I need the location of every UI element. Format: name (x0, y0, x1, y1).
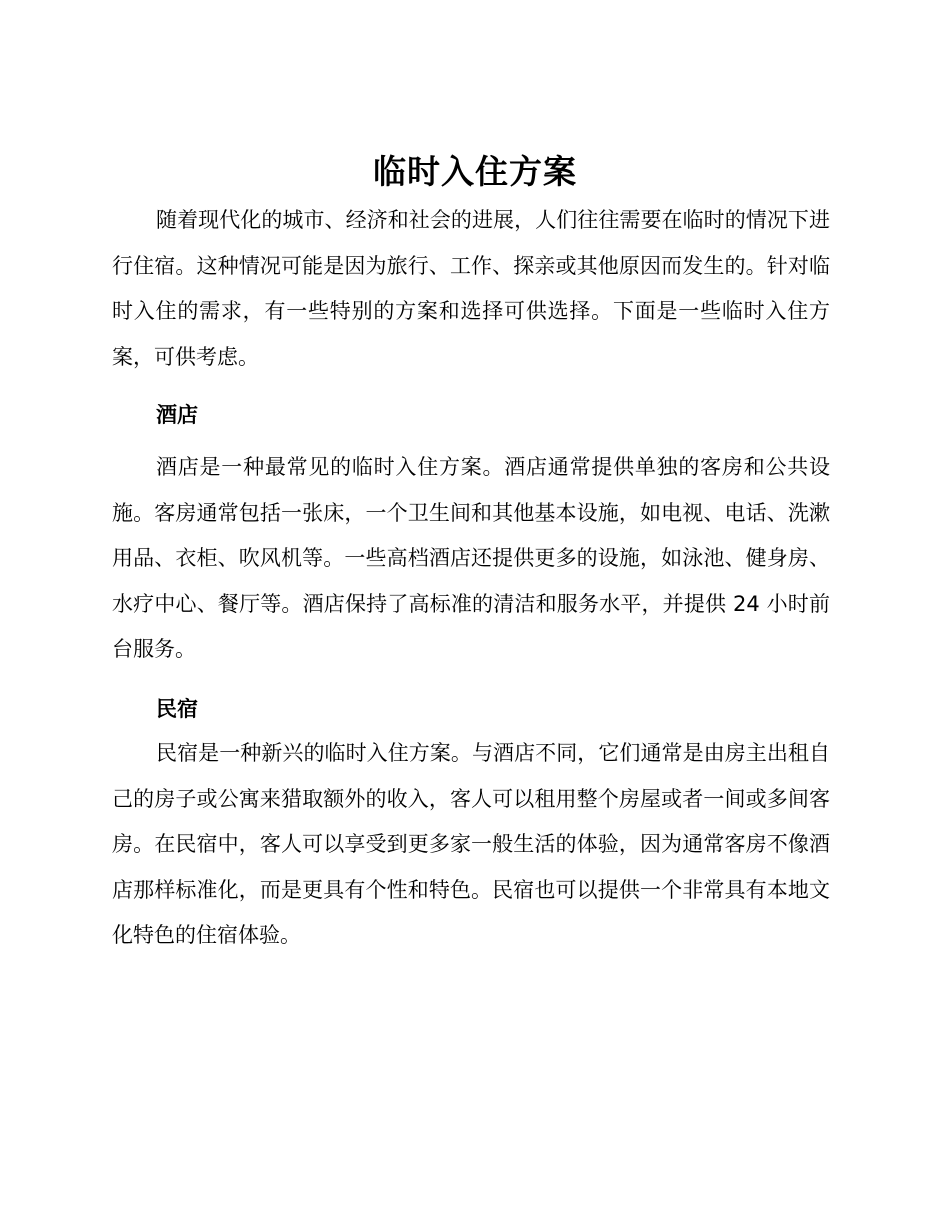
section-heading-hotel: 酒店 (156, 403, 198, 427)
section-body-hotel: 酒店是一种最常见的临时入住方案。酒店通常提供单独的客房和公共设施。客房通常包括一张床，一个卫生间和其他基本设施，如电视、电话、洗漱用品、衣柜、吹风机等。一些高档酒店还提供更多的设施，如泳池、健身房、水疗中心、餐厅等。酒店保持了高标准的清洁和服务水平，并提供 24 小时前台服务。 (112, 455, 830, 661)
section-heading-minsu: 民宿 (156, 697, 198, 721)
intro-section (112, 198, 830, 380)
section-body-minsu: 民宿是一种新兴的临时入住方案。与酒店不同，它们通常是由房主出租自己的房子或公寓来猎取额外的收入，客人可以租用整个房屋或者一间或多间客房。在民宿中，客人可以享受到更多家一般生活的体验，因为通常客房不像酒店那样标准化，而是更具有个性和特色。民宿也可以提供一个非常具有本地文化特色的住宿体验。 (112, 741, 830, 947)
intro-paragraph: 随着现代化的城市、经济和社会的进展，人们往往需要在临时的情况下进行住宿。这种情况可能是因为旅行、工作、探亲或其他原因而发生的。针对临时入住的需求，有一些特别的方案和选择可供选择。下面是一些临时入住方案，可供考虑。 (112, 208, 830, 369)
section-minsu-heading-block (112, 694, 830, 724)
section-minsu-body-block (112, 731, 830, 959)
document-title: 临时入住方案 (373, 152, 577, 191)
section-hotel-heading-block (112, 400, 830, 430)
section-hotel-body-block (112, 445, 830, 673)
